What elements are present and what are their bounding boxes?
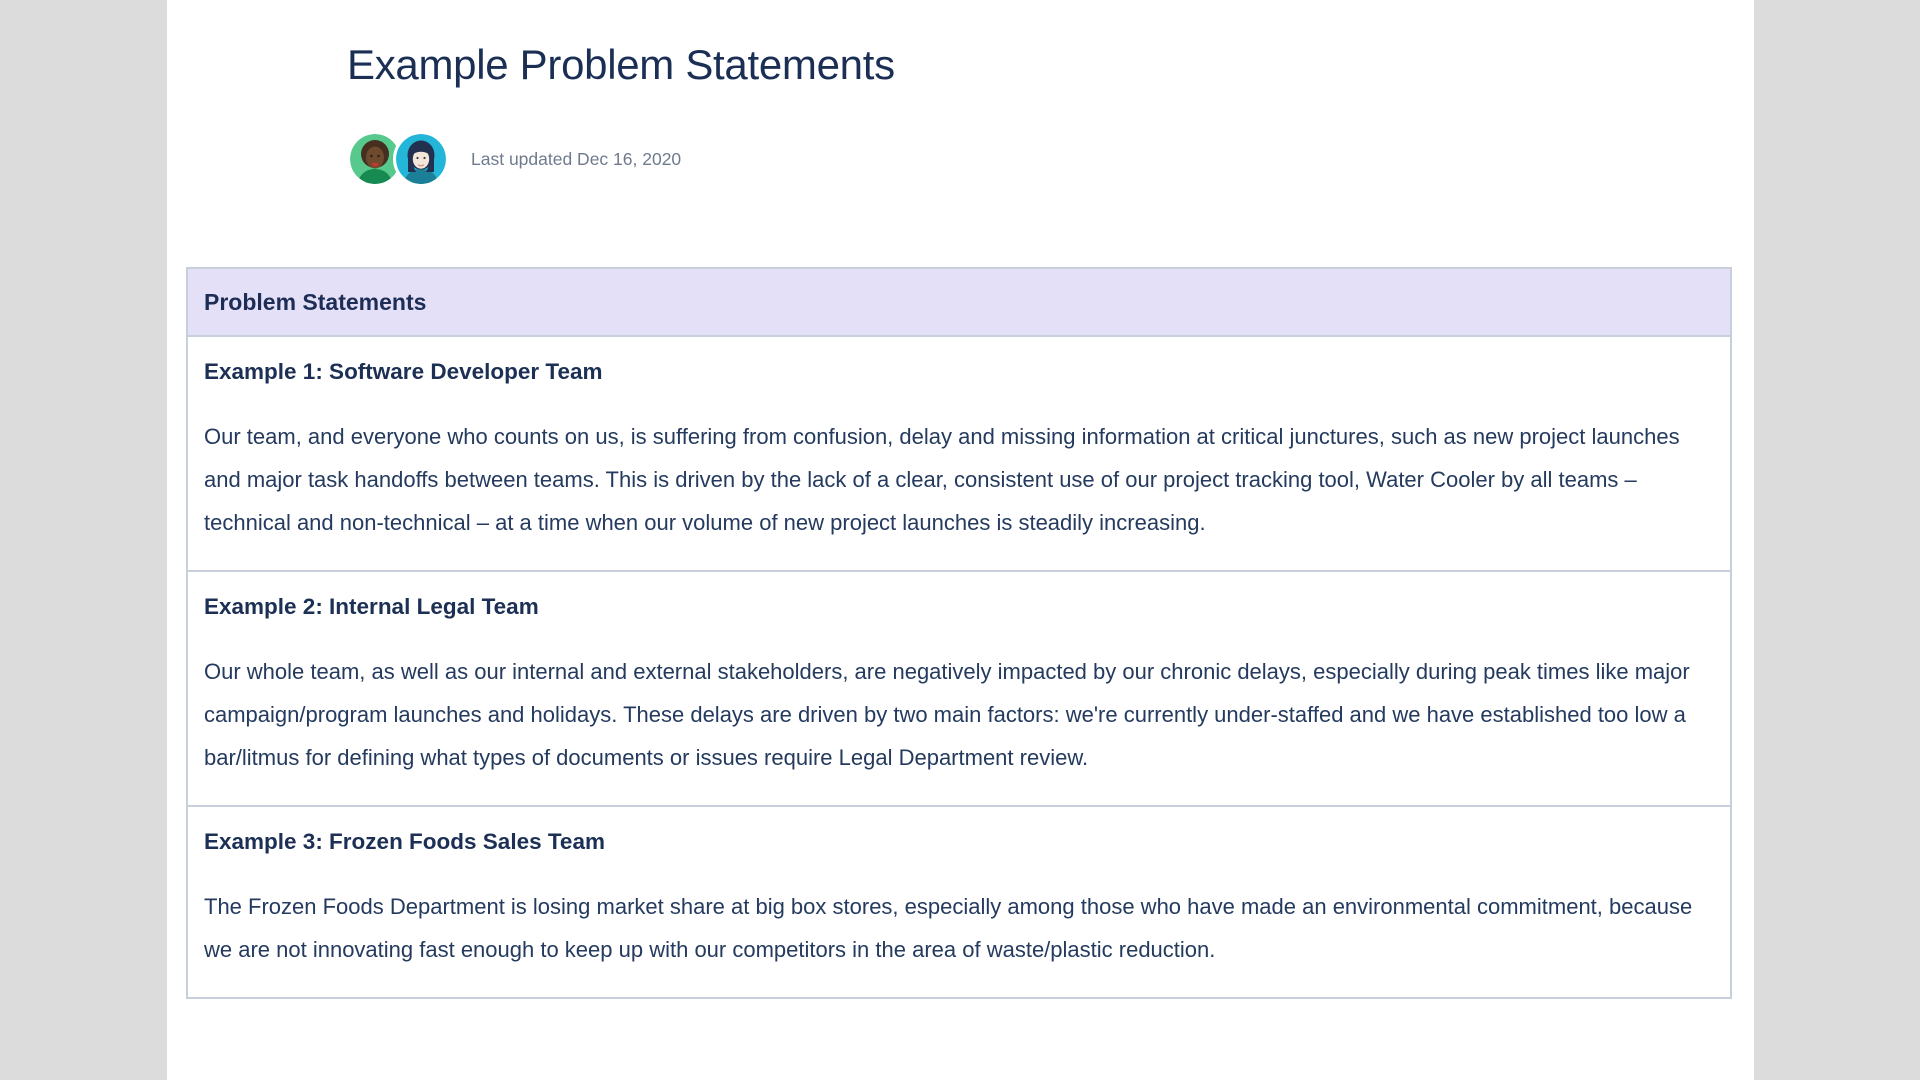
- table-row-example-1: [187, 336, 1731, 571]
- table-cell-example-2: [187, 571, 1731, 806]
- example-1-body: Our team, and everyone who counts on us, is suffering from confusion, delay and missing information at critical junctures, such as new project launches and major task handoffs between teams. This is driven by the lack of a clear, consistent use of our project tracking tool, Water Cooler by all teams – technical and non-technical – at a time when our volume of new project launches is steadily increasing.: [204, 424, 1680, 535]
- table-cell-example-1: [187, 336, 1731, 571]
- problem-statements-table: [186, 267, 1732, 999]
- example-3-heading: Example 3: Frozen Foods Sales Team: [204, 829, 605, 854]
- contributor-avatar-2[interactable]: [393, 131, 449, 187]
- example-2-body: Our whole team, as well as our internal and external stakeholders, are negatively impacted by our chronic delays, especially during peak times like major campaign/program launches and holidays. These delays are driven by two main factors: we're currently under-staffed and we have established too low a bar/litmus for defining what types of documents or issues require Legal Department review.: [204, 659, 1690, 770]
- byline: [347, 130, 681, 188]
- document-page: [167, 0, 1754, 1080]
- table-header-row: [187, 268, 1731, 336]
- table-cell-example-3: [187, 806, 1731, 998]
- contributor-avatar-group[interactable]: [347, 131, 449, 187]
- person-avatar-teal-icon: [396, 134, 446, 184]
- table-header-cell: Problem Statements: [187, 268, 1731, 336]
- table-row-example-2: [187, 571, 1731, 806]
- example-1-heading: Example 1: Software Developer Team: [204, 359, 603, 384]
- last-updated-text: Last updated Dec 16, 2020: [471, 148, 682, 169]
- example-2-heading: Example 2: Internal Legal Team: [204, 594, 539, 619]
- table-row-example-3: [187, 806, 1731, 998]
- example-3-body: The Frozen Foods Department is losing market share at big box stores, especially among those who have made an environmental commitment, because we are not innovating fast enough to keep up with our competitors in the area of waste/plastic reduction.: [204, 894, 1693, 962]
- page-title: Example Problem Statements: [347, 41, 895, 88]
